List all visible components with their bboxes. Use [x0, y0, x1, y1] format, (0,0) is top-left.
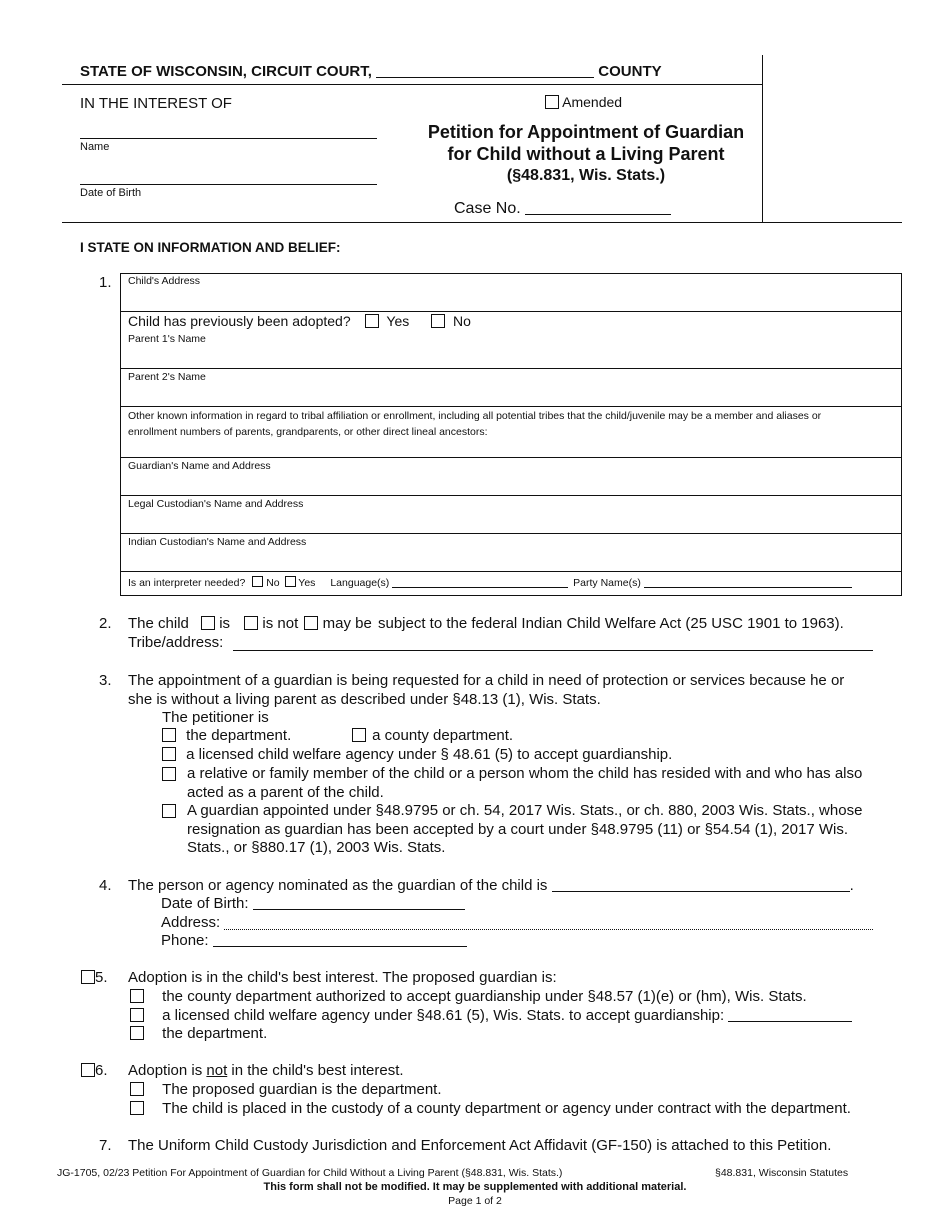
petitioner-county-label: a county department.: [372, 727, 514, 744]
party-field[interactable]: [644, 577, 852, 588]
tribal-info-line-1: Other known information in regard to tribal affiliation or enrollment, including all potential tribes that the child/juvenile may be a member and aliases or: [128, 410, 822, 422]
item-5-opt-2-checkbox[interactable]: [130, 1008, 144, 1022]
petitioner-opt-guardian[interactable]: [162, 802, 862, 858]
nominee-address-field[interactable]: [224, 929, 873, 930]
interpreter-row: [128, 576, 852, 589]
item-3-line-1: The appointment of a guardian is being requested for a child in need of protection or services because he or: [128, 672, 845, 689]
item-5-opt-1-label: the county department authorized to accept guardianship under §48.57 (1)(e) or (hm), Wis. Stats.: [162, 988, 807, 1005]
adopted-yes-checkbox[interactable]: [365, 314, 379, 328]
item-2-number: 2.: [99, 615, 112, 632]
court-prefix: STATE OF WISCONSIN, CIRCUIT COURT,: [80, 63, 372, 80]
item-6-marker[interactable]: [81, 1062, 108, 1079]
petitioner-department-label: the department.: [186, 727, 292, 744]
icwa-is-checkbox[interactable]: [201, 616, 215, 630]
nominee-dob-field[interactable]: [253, 896, 465, 910]
amended-option[interactable]: [545, 94, 622, 110]
item-6-opt-2-label: The child is placed in the custody of a county department or agency under contract with the department.: [162, 1100, 851, 1117]
child-address-field[interactable]: [120, 273, 902, 312]
parent-2-label: Parent 2's Name: [128, 371, 206, 383]
item-5-line: Adoption is in the child's best interest. The proposed guardian is:: [128, 969, 557, 986]
petitioner-relative-line-2: acted as a parent of the child.: [187, 783, 384, 801]
item-5-opt-3[interactable]: [130, 1025, 267, 1042]
tribal-info-field[interactable]: [120, 407, 902, 458]
tribe-address-label: Tribe/address:: [128, 634, 224, 651]
intro-heading: I STATE ON INFORMATION AND BELIEF:: [80, 240, 341, 255]
guardian-label: Guardian's Name and Address: [128, 460, 271, 472]
indian-custodian-label: Indian Custodian's Name and Address: [128, 536, 307, 548]
name-label: Name: [80, 141, 110, 153]
indian-custodian-field[interactable]: [120, 534, 902, 572]
case-number-field[interactable]: [525, 201, 671, 215]
item-6-opt-1-checkbox[interactable]: [130, 1082, 144, 1096]
item-6-opt-2-checkbox[interactable]: [130, 1101, 144, 1115]
case-number: [454, 200, 671, 218]
item-6-not: not: [206, 1062, 228, 1079]
interpreter-no-label: No: [266, 577, 280, 589]
petitioner-opt-department[interactable]: [162, 727, 291, 744]
nominee-phone-field[interactable]: [213, 933, 467, 947]
interest-label: IN THE INTEREST OF: [80, 95, 232, 112]
language-label: Language(s): [330, 577, 390, 589]
petitioner-opt-licensed[interactable]: [162, 746, 672, 763]
legal-custodian-label: Legal Custodian's Name and Address: [128, 498, 304, 510]
dob-field[interactable]: [80, 184, 377, 185]
item-1-number: 1.: [99, 274, 112, 291]
item-6-post: in the child's best interest.: [231, 1062, 404, 1079]
title-line-3: (§48.831, Wis. Stats.): [506, 167, 666, 184]
footer-statute: §48.831, Wisconsin Statutes: [715, 1167, 849, 1179]
item-3-text: [128, 672, 844, 709]
amended-label: Amended: [562, 94, 623, 110]
item-2-prefix: The child: [128, 615, 189, 632]
tribal-info-line-2: enrollment numbers of parents, grandparents, or other direct lineal ancestors:: [128, 426, 488, 438]
parent-1-field[interactable]: [120, 331, 902, 369]
item-5-number: 5.: [95, 969, 108, 986]
interpreter-yes-checkbox[interactable]: [285, 576, 296, 587]
language-field[interactable]: [392, 577, 568, 588]
petitioner-label: The petitioner is: [162, 709, 269, 726]
county-label: COUNTY: [598, 63, 662, 80]
nominee-field[interactable]: [552, 878, 850, 892]
item-3-number: 3.: [99, 672, 112, 689]
adopted-row: [120, 312, 902, 331]
item-7-text: The Uniform Child Custody Jurisdiction and Enforcement Act Affidavit (GF-150) is attached to this Petition.: [128, 1137, 832, 1154]
item-5-marker[interactable]: [81, 969, 108, 986]
petitioner-guardian-line-2: resignation as guardian has been accepted by a court under §48.9795 (11) or §54.54 (1), 2017 Wis.: [187, 820, 848, 838]
parent-1-label: Parent 1's Name: [128, 333, 206, 345]
item-6-opt-1-label: The proposed guardian is the department.: [162, 1081, 442, 1098]
item-6-opt-2[interactable]: [130, 1100, 851, 1117]
petitioner-relative-checkbox[interactable]: [162, 767, 176, 781]
nominee-dob-label: Date of Birth:: [161, 895, 249, 912]
footer-form-id: JG-1705, 02/23 Petition For Appointment of Guardian for Child Without a Living Parent (§48.831, Wis. Stats.): [57, 1167, 563, 1179]
icwa-may-be-label: may be: [322, 615, 372, 632]
icwa-is-not-checkbox[interactable]: [244, 616, 258, 630]
item-7-number: 7.: [99, 1137, 112, 1154]
form-title: [405, 121, 767, 187]
petitioner-guardian-line-1: A guardian appointed under §48.9795 or ch. 54, 2017 Wis. Stats., or ch. 880, 2003 Wis. Stats., whose: [187, 802, 863, 819]
item-2-rest: subject to the federal Indian Child Welfare Act (25 USC 1901 to 1963).: [377, 615, 844, 632]
interpreter-yes-label: Yes: [298, 577, 316, 589]
court-caption: [80, 63, 662, 80]
icwa-may-be-checkbox[interactable]: [304, 616, 318, 630]
nominee-phone-row: [161, 932, 467, 949]
name-field[interactable]: [80, 138, 377, 139]
tribe-address-field[interactable]: [233, 650, 873, 651]
adopted-yes-label: Yes: [386, 313, 410, 329]
petitioner-guardian-checkbox[interactable]: [162, 804, 176, 818]
icwa-is-not-label: is not: [262, 615, 299, 632]
item-5-opt-3-checkbox[interactable]: [130, 1026, 144, 1040]
adopted-question: Child has previously been adopted?: [128, 313, 351, 329]
title-line-2: for Child without a Living Parent: [447, 144, 725, 164]
petitioner-opt-county[interactable]: [352, 727, 513, 744]
petitioner-department-checkbox[interactable]: [162, 728, 176, 742]
case-label: Case No.: [454, 200, 521, 217]
item-5-checkbox[interactable]: [81, 970, 95, 984]
petitioner-licensed-label: a licensed child welfare agency under § 48.61 (5) to accept guardianship.: [186, 746, 673, 763]
item-2-line: [128, 615, 844, 632]
county-field[interactable]: [376, 64, 594, 78]
footer-notice: This form shall not be modified. It may be supplemented with additional material.: [263, 1181, 687, 1193]
guardian-field[interactable]: [120, 458, 902, 496]
item-5-opt-3-label: the department.: [162, 1025, 268, 1042]
item-5-opt-2[interactable]: [130, 1007, 852, 1024]
legal-custodian-field[interactable]: [120, 496, 902, 534]
interpreter-no-checkbox[interactable]: [252, 576, 263, 587]
petitioner-opt-relative[interactable]: [162, 765, 862, 802]
item-6-checkbox[interactable]: [81, 1063, 95, 1077]
item-5-agency-field[interactable]: [728, 1008, 852, 1022]
petitioner-guardian-line-3: Stats., or §880.17 (1), 2003 Wis. Stats.: [187, 839, 446, 856]
nominee-label: The person or agency nominated as the guardian of the child is: [128, 877, 548, 894]
item-6-number: 6.: [95, 1062, 108, 1079]
petitioner-licensed-checkbox[interactable]: [162, 747, 176, 761]
item-5-opt-1[interactable]: [130, 988, 807, 1005]
footer-page-number: Page 1 of 2: [448, 1195, 502, 1207]
item-6-opt-1[interactable]: [130, 1081, 442, 1098]
nominee-address-label: Address:: [161, 914, 221, 931]
item-3-line-2: she is without a living parent as described under §48.13 (1), Wis. Stats.: [128, 690, 601, 708]
nominee-phone-label: Phone:: [161, 932, 209, 949]
interpreter-question: Is an interpreter needed?: [128, 577, 246, 589]
dob-label: Date of Birth: [80, 187, 142, 199]
adopted-no-label: No: [453, 313, 471, 329]
nominee-dob-row: [161, 895, 465, 912]
item-4-line: The person or agency nominated as the guardian of the child is .: [128, 877, 854, 894]
item-5-opt-2-label: a licensed child welfare agency under §48.61 (5), Wis. Stats. to accept guardianship:: [162, 1007, 725, 1024]
petitioner-county-checkbox[interactable]: [352, 728, 366, 742]
item-4-number: 4.: [99, 877, 112, 894]
item-5-opt-1-checkbox[interactable]: [130, 989, 144, 1003]
party-label: Party Name(s): [573, 577, 641, 589]
child-address-label: Child's Address: [128, 275, 201, 287]
item-6-pre: Adoption is: [128, 1062, 203, 1079]
amended-checkbox[interactable]: [545, 95, 559, 109]
icwa-is-label: is: [219, 615, 231, 632]
adopted-no-checkbox[interactable]: [431, 314, 445, 328]
item-6-line: [128, 1062, 404, 1079]
petitioner-relative-line-1: a relative or family member of the child or a person whom the child has resided with and who has also: [187, 765, 863, 782]
title-line-1: Petition for Appointment of Guardian: [427, 122, 745, 142]
parent-2-field[interactable]: [120, 369, 902, 407]
